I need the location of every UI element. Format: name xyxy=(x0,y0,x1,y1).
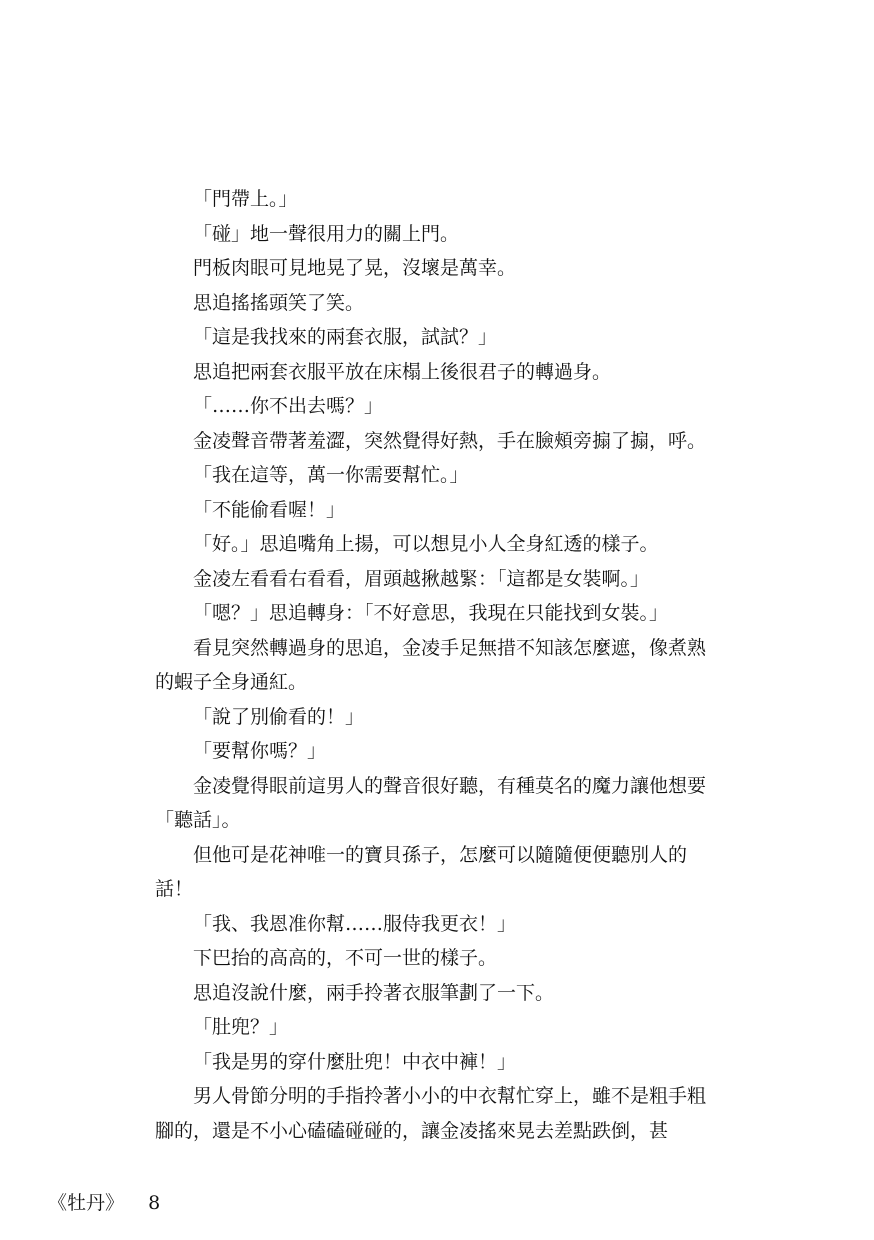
paragraph: 「肚兜？」 xyxy=(193,1016,289,1038)
paragraph: 金凌覺得眼前這男人的聲音很好聽，有種莫名的魔力讓他想要「聽話」。 xyxy=(155,774,707,831)
paragraph: 思追搖搖頭笑了笑。 xyxy=(193,291,365,314)
paragraph: 「這是我找來的兩套衣服，試試？」 xyxy=(193,326,498,348)
paragraph: 「嗯？」思追轉身：「不好意思，我現在只能找到女裝。」 xyxy=(193,602,669,624)
paragraph: 「我、我恩准你幫……服侍我更衣！」 xyxy=(193,912,517,935)
paragraph: 「不能偷看喔！」 xyxy=(193,498,346,521)
book-title: 《牡丹》 xyxy=(48,1192,125,1214)
paragraph: 「門帶上。」 xyxy=(193,188,298,210)
paragraph: 金凌左看看右看看，眉頭越揪越緊：「這都是女裝啊。」 xyxy=(193,567,650,590)
paragraph: 「碰」地一聲很用力的關上門。 xyxy=(193,222,460,245)
paragraph: 思追沒說什麼，兩手拎著衣服筆劃了一下。 xyxy=(193,981,555,1004)
paragraph: 「……你不出去嗎？」 xyxy=(193,395,384,417)
body-text xyxy=(155,182,715,1148)
paragraph: 但他可是花神唯一的寶貝孫子，怎麼可以隨隨便便聽別人的話！ xyxy=(155,843,688,900)
paragraph: 下巴抬的高高的，不可一世的樣子。 xyxy=(193,947,498,969)
paragraph: 「說了別偷看的！」 xyxy=(193,705,365,728)
page-number: 8 xyxy=(148,1192,161,1214)
page-footer xyxy=(48,1188,160,1218)
paragraph: 「我是男的穿什麼肚兜！中衣中褲！」 xyxy=(193,1050,517,1073)
paragraph: 「好。」思追嘴角上揚，可以想見小人全身紅透的樣子。 xyxy=(193,533,659,555)
paragraph: 「我在這等，萬一你需要幫忙。」 xyxy=(193,464,469,486)
paragraph: 門板肉眼可見地晃了晃，沒壞是萬幸。 xyxy=(193,257,517,279)
paragraph: 男人骨節分明的手指拎著小小的中衣幫忙穿上，雖不是粗手粗腳的，還是不小心磕磕碰碰的，讓金凌搖來晃去差點跌倒，甚 xyxy=(155,1085,707,1142)
paragraph: 思追把兩套衣服平放在床榻上後很君子的轉過身。 xyxy=(193,360,612,383)
paragraph: 看見突然轉過身的思追，金凌手足無措不知該怎麼遮，像煮熟的蝦子全身通紅。 xyxy=(155,636,707,693)
paragraph: 「要幫你嗎？」 xyxy=(193,740,327,762)
paragraph: 金凌聲音帶著羞澀，突然覺得好熱，手在臉頰旁搧了搧，呼。 xyxy=(193,429,707,452)
